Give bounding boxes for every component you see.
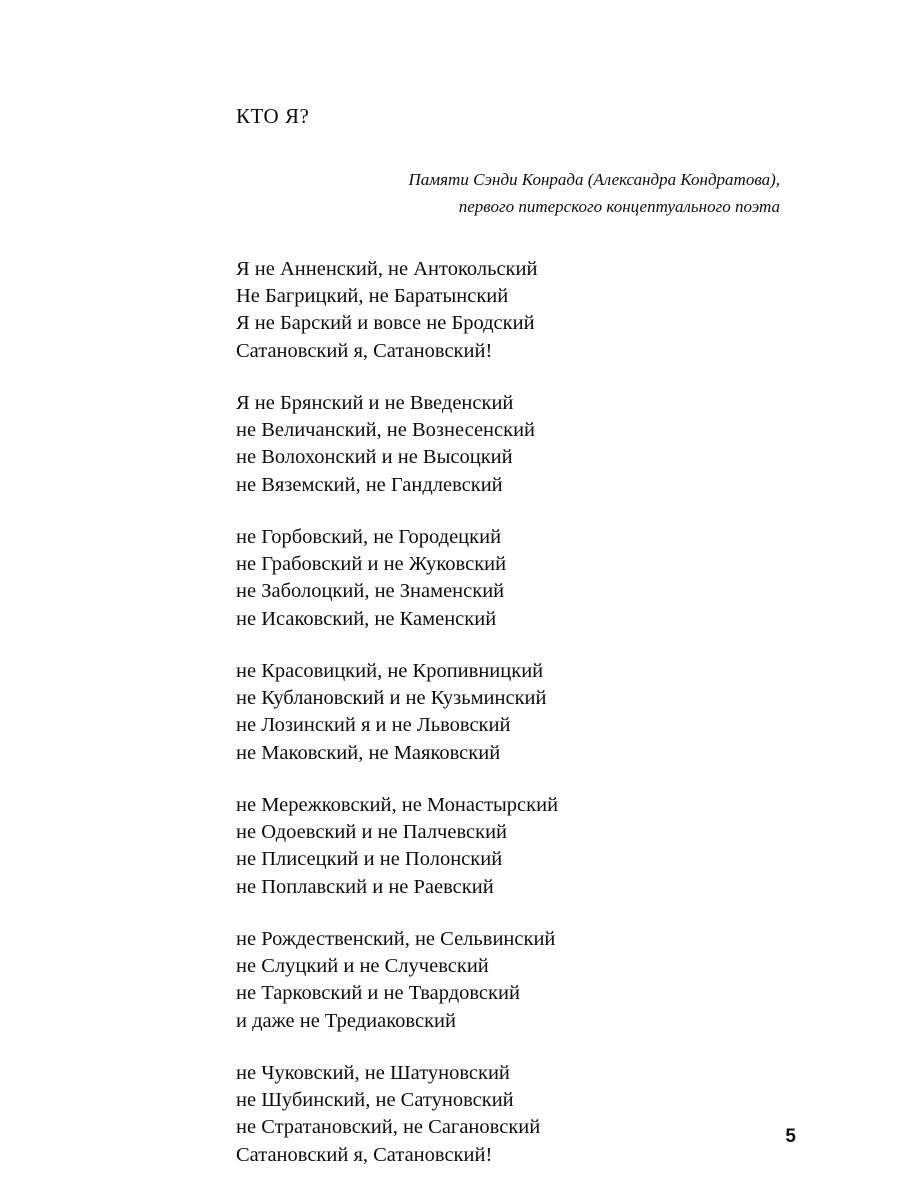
poem-body	[236, 104, 816, 1194]
poem-line: не Стратановский, не Сагановский	[236, 1116, 541, 1139]
poem-line: Сатановский я, Сатановский!	[236, 339, 493, 362]
poem-line: не Тарковский и не Твардовский	[236, 982, 520, 1005]
poem-line: не Исаковский, не Каменский	[236, 607, 497, 630]
poem-line: не Кублановский и не Кузьминский	[236, 687, 547, 710]
poem-line: и даже не Тредиаковский	[236, 1009, 456, 1032]
dedication-line: Памяти Сэнди Конрада (Александра Кондратова),	[408, 170, 780, 190]
stanza	[236, 524, 816, 633]
poem-line: не Грабовский и не Жуковский	[236, 553, 507, 576]
poem-line: не Слуцкий и не Случевский	[236, 955, 489, 978]
dedication	[236, 167, 816, 220]
poem-line: не Красовицкий, не Кропивницкий	[236, 659, 544, 682]
stanza	[236, 926, 816, 1035]
poem-line: не Волохонский и не Высоцкий	[236, 446, 513, 469]
stanza-list	[236, 256, 816, 1169]
poem-line: Я не Анненский, не Антокольский	[236, 257, 538, 280]
poem-line: не Плисецкий и не Полонский	[236, 848, 503, 871]
poem-line: Не Багрицкий, не Баратынский	[236, 285, 509, 308]
poem-line: не Лозинский я и не Львовский	[236, 714, 511, 737]
poem-line: не Маковский, не Маяковский	[236, 741, 501, 764]
poem-line: не Чуковский, не Шатуновский	[236, 1061, 510, 1084]
poem-line: не Поплавский и не Раевский	[236, 875, 494, 898]
poem-line: не Мережковский, не Монастырский	[236, 793, 559, 816]
poem-line: Я не Барский и вовсе не Бродский	[236, 312, 535, 335]
poem-line: не Величанский, не Вознесенский	[236, 419, 536, 442]
page-title: КТО Я?	[236, 104, 310, 128]
page-number: 5	[785, 1126, 796, 1147]
stanza	[236, 658, 816, 767]
dedication-line: первого питерского концептуального поэта	[458, 196, 780, 216]
stanza	[236, 256, 816, 365]
poem-line: Я не Брянский и не Введенский	[236, 391, 514, 414]
poem-line: не Шубинский, не Сатуновский	[236, 1089, 514, 1112]
stanza	[236, 390, 816, 499]
stanza	[236, 1060, 816, 1169]
poem-line: Сатановский я, Сатановский!	[236, 1143, 493, 1166]
poem-line: не Заболоцкий, не Знаменский	[236, 580, 505, 603]
poem-line: не Одоевский и не Палчевский	[236, 821, 508, 844]
poem-line: не Вяземский, не Гандлевский	[236, 473, 503, 496]
stanza	[236, 792, 816, 901]
poem-line: не Горбовский, не Городецкий	[236, 525, 502, 548]
poem-line: не Рождественский, не Сельвинский	[236, 927, 556, 950]
